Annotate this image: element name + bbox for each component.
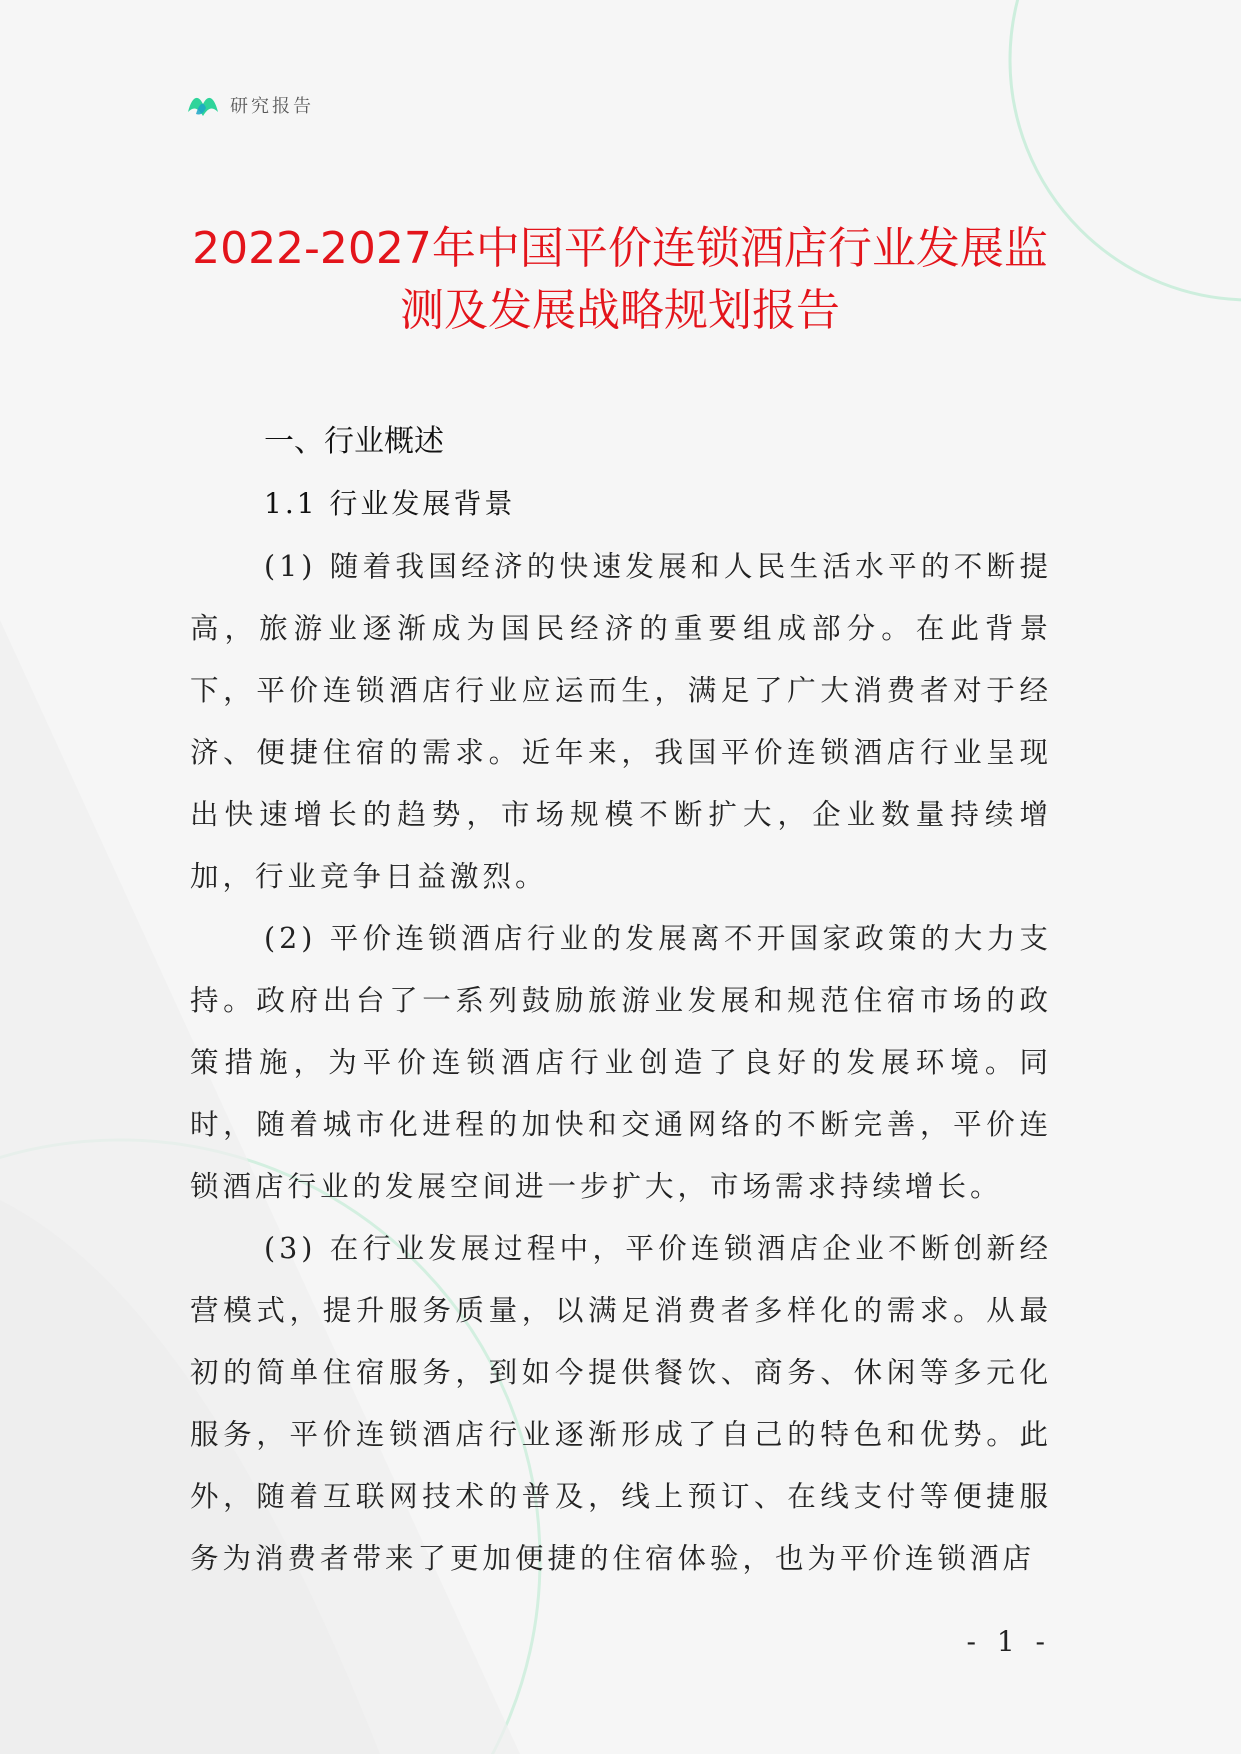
page-number: - 1 - <box>966 1625 1051 1658</box>
report-logo-icon <box>186 90 220 120</box>
title-line-1: 2022-2027年中国平价连锁酒店行业发展监 <box>192 223 1048 274</box>
section-heading: 一、行业概述 <box>264 424 444 459</box>
paragraph-2: (2) 平价连锁酒店行业的发展离不开国家政策的大力支持。政府出台了一系列鼓励旅游业发展和规范住宿市场的政策措施，为平价连锁酒店行业创造了良好的发展环境。同时，随着城市化进程的加快和交通网络的不断完善，平价连锁酒店行业的发展空间进一步扩大，市场需求持续增长。 <box>190 922 1052 1203</box>
title-line-2: 测及发展战略规划报告 <box>400 285 840 336</box>
brand-header <box>186 90 314 120</box>
document-body <box>190 412 1052 1590</box>
paragraph-1: (1) 随着我国经济的快速发展和人民生活水平的不断提高，旅游业逐渐成为国民经济的重要组成部分。在此背景下，平价连锁酒店行业应运而生，满足了广大消费者对于经济、便捷住宿的需求。近年来，我国平价连锁酒店行业呈现出快速增长的趋势，市场规模不断扩大，企业数量持续增加，行业竞争日益激烈。 <box>190 550 1052 893</box>
paragraph-3: (3) 在行业发展过程中，平价连锁酒店企业不断创新经营模式，提升服务质量，以满足消费者多样化的需求。从最初的简单住宿服务，到如今提供餐饮、商务、休闲等多元化服务，平价连锁酒店行业逐渐形成了自己的特色和优势。此外，随着互联网技术的普及，线上预订、在线支付等便捷服务为消费者带来了更加便捷的住宿体验，也为平价连锁酒店 <box>190 1232 1052 1575</box>
subsection-heading: 1.1 行业发展背景 <box>264 487 516 520</box>
brand-label: 研究报告 <box>230 96 314 117</box>
page-title <box>150 218 1090 342</box>
